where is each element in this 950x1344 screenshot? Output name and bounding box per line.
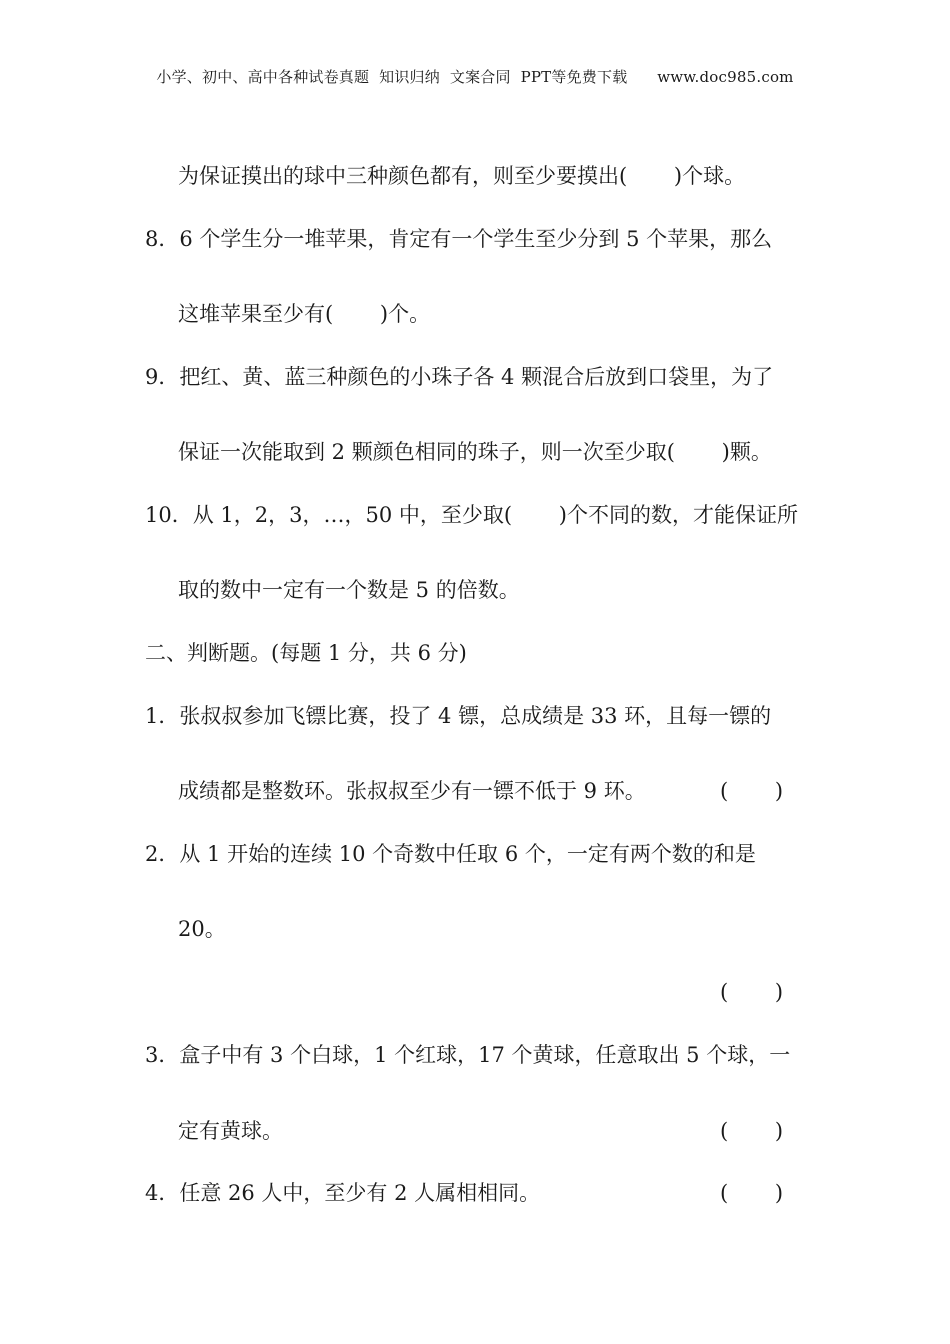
judge-2-line-2: 20。: [178, 917, 226, 941]
section-title-judge: 二、判断题。(每题 1 分，共 6 分): [145, 641, 467, 665]
question-9-line-1: 9．把红、黄、蓝三种颜色的小珠子各 4 颗混合后放到口袋里，为了: [145, 365, 774, 389]
judge-3-answer-blank: ( ): [720, 1119, 784, 1143]
question-9-line-2: 保证一次能取到 2 颗颜色相同的珠子，则一次至少取( )颗。: [178, 440, 772, 464]
judge-3-line-2: 定有黄球。: [178, 1119, 283, 1143]
judge-2-line-1: 2．从 1 开始的连续 10 个奇数中任取 6 个，一定有两个数的和是: [145, 842, 756, 866]
question-8-line-1: 8．6 个学生分一堆苹果，肯定有一个学生至少分到 5 个苹果，那么: [145, 227, 773, 251]
judge-1-answer-blank: ( ): [720, 779, 784, 803]
judge-2-answer-blank: ( ): [720, 980, 784, 1004]
judge-4-line-1: 4．任意 26 人中，至少有 2 人属相相同。: [145, 1181, 541, 1205]
judge-3-line-1: 3．盒子中有 3 个白球，1 个红球，17 个黄球，任意取出 5 个球，一: [145, 1043, 791, 1067]
judge-1-line-2: 成绩都是整数环。张叔叔至少有一镖不低于 9 环。: [178, 779, 646, 803]
question-10-line-1: 10．从 1，2，3，…，50 中，至少取( )个不同的数，才能保证所: [145, 503, 798, 527]
page-header: 小学、初中、高中各种试卷真题 知识归纳 文案合同 PPT等免费下载 www.doc985.com: [156, 68, 794, 86]
question-10-line-2: 取的数中一定有一个数是 5 的倍数。: [178, 578, 520, 602]
question-7-continuation: 为保证摸出的球中三种颜色都有，则至少要摸出( )个球。: [178, 164, 746, 188]
judge-4-answer-blank: ( ): [720, 1181, 784, 1205]
question-8-line-2: 这堆苹果至少有( )个。: [178, 302, 431, 326]
judge-1-line-1: 1．张叔叔参加飞镖比赛，投了 4 镖，总成绩是 33 环，且每一镖的: [145, 704, 772, 728]
